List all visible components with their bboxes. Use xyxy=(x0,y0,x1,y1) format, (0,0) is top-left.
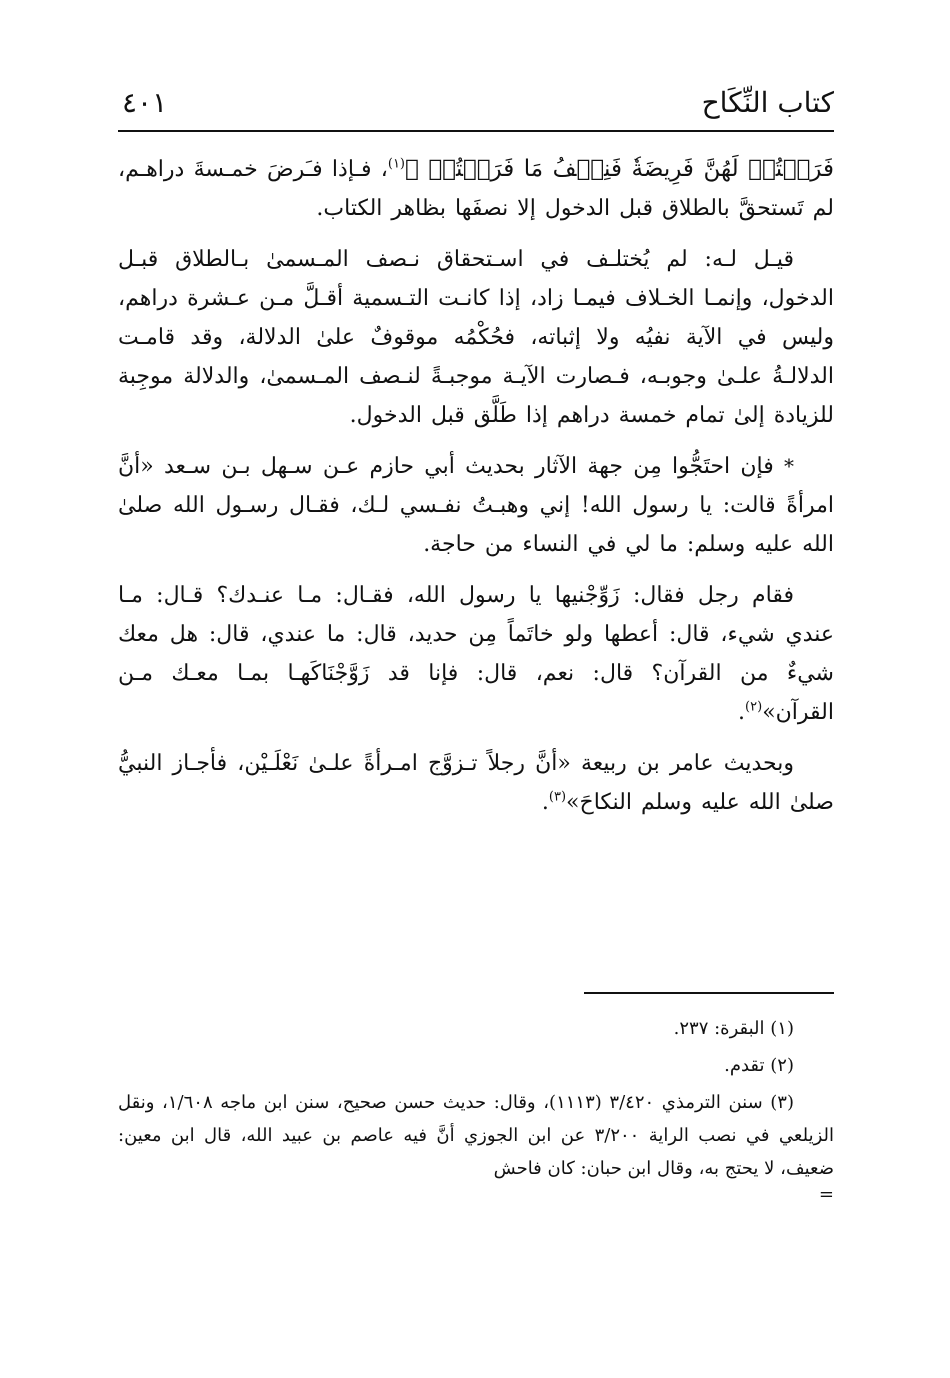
footnotes xyxy=(118,1012,834,1205)
paragraph-tail: . xyxy=(738,700,746,725)
paragraph-3 xyxy=(118,447,834,564)
paragraph-text: ، فـإذا فـَرضَ خمـسةَ دراهـم، لم تَستحقَّ بالطلاق قبل الدخول إلا نصفَها بظاهر الكتاب. xyxy=(118,157,834,221)
paragraph-text: فإن احتَجُّوا مِن جهة الآثار بحديث أبي حازم عـن سـهل بـن سـعد «أنَّ امرأةً قالت: يا رسول الله! إني وهبـتُ نفـسي لـك، فقـال رسـول الله صلىٰ الله عليه وسلم: ما لي في النساء من حاجة. xyxy=(118,454,834,557)
paragraph-text: فقام رجل فقال: زَوِّجْنيها يا رسول الله، فقـال: مـا عنـدك؟ قـال: مـا عندي شيء، قال: أعطها ولو خاتَماً مِن حديد، قال: ما عندي، قال: هل معك شيءٌ من القرآن؟ قال: نعم، قال: فإنا قد زَوَّجْنَاكَهـا بمـا معـك مـن القرآن» xyxy=(118,583,834,725)
running-header xyxy=(118,80,834,130)
footnote-3: (٣) سنن الترمذي ٣/٤٢٠ (١١١٣)، وقال: حديث حسن صحيح، سنن ابن ماجه ١/٦٠٨، ونقل الزيلعي في نصب الراية ٣/٢٠٠ عن ابن الجوزي أنَّ فيه عاصم بن عبيد الله، قال ابن معين: ضعيف، لا يحتج به، وقال ابن حبان: كان فاحش xyxy=(118,1092,834,1179)
main-text xyxy=(118,150,834,834)
continuation-mark: = xyxy=(818,1184,834,1205)
paragraph-tail: . xyxy=(541,790,549,815)
page-number: ٤٠١ xyxy=(122,86,168,119)
section-star: * xyxy=(784,454,794,478)
paragraph-text: قيـل لـه: لم يُختلـف في اسـتحقاق نـصف المـسمىٰ بـالطلاق قبـل الدخول، وإنمـا الخـلاف فيمـا زاد، إذا كانـت التـسمية أقـلَّ مـن عـشرة دراهم، وليس في الآية نفيُه ولا إثباته، فحُكْمُه موقوفٌ علىٰ الدلالة، وقد قامـت الدلالـةُ علـىٰ وجوبـه، فـصارت الآيـة موجبـةً لنـصف المـسمىٰ، والدلالة موجِبة للزيادة إلىٰ تمام خمسة دراهم إذا طَلَّق قبل الدخول. xyxy=(118,247,834,428)
paragraph-1 xyxy=(118,150,834,228)
paragraph-2 xyxy=(118,240,834,435)
header-divider xyxy=(118,130,834,132)
footnote-ref-2: (٢) xyxy=(745,699,763,715)
book-page xyxy=(118,80,834,1320)
footnote-ref-3: (٣) xyxy=(548,789,567,805)
paragraph-text: وبحديث عامر بن ربيعة «أنَّ رجلاً تـزوَّج امـرأةً علـىٰ نَعْلَـيْن، فأجـاز النبيُّ صلىٰ الله عليه وسلم النكاحَ» xyxy=(118,751,834,815)
paragraph-4 xyxy=(118,576,834,732)
footnote-2: (٢) تقدم. xyxy=(724,1055,794,1076)
quran-verse: فَرَضۡتُمۡ لَهُنَّ فَرِيضَةٗ فَنِصۡفُ مَا فَرَضۡتُمۡ ﴾ xyxy=(405,156,834,182)
footnote-ref-1: (١) xyxy=(387,156,405,172)
paragraph-5 xyxy=(118,744,834,822)
footnote-divider xyxy=(584,992,834,994)
footnote-1: (١) البقرة: ٢٣٧. xyxy=(673,1018,794,1039)
chapter-title: كتاب النِّكَاح xyxy=(701,86,834,119)
